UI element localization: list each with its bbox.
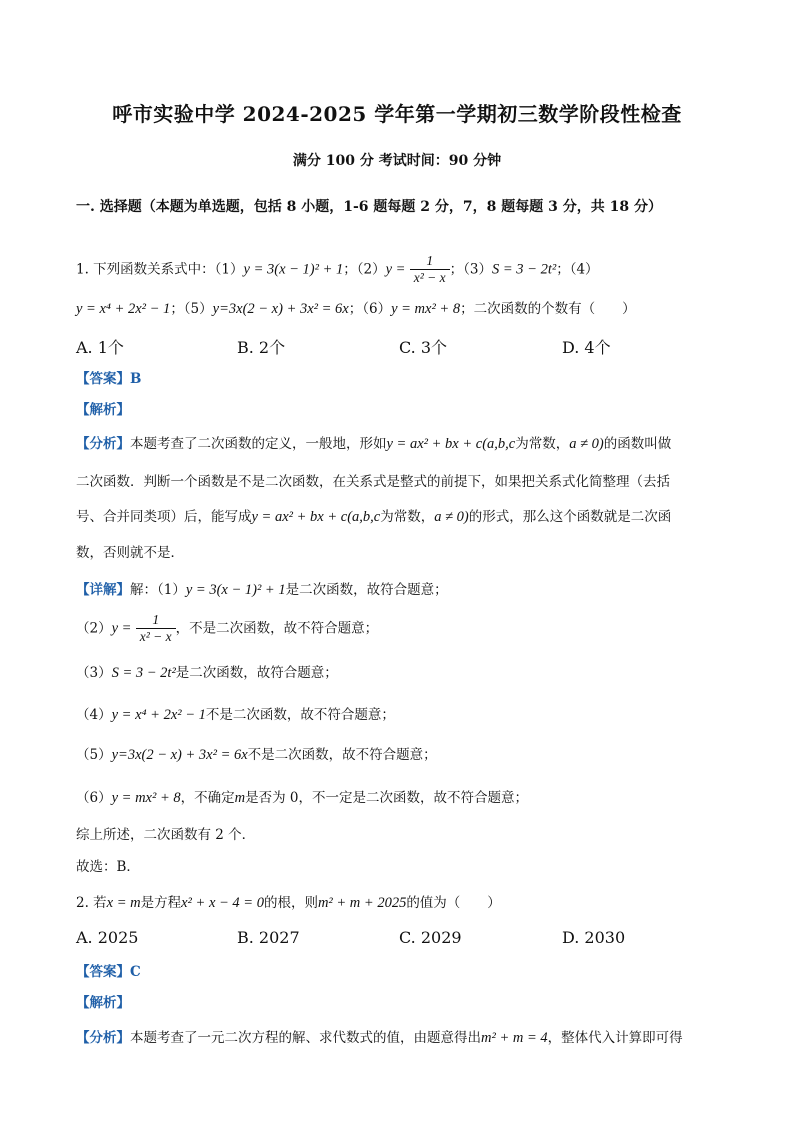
detail-text: 是否为 0，不一定是二次函数，故不符合题意； — [245, 790, 528, 806]
q1-expr-5: y=3x(2 − x) + 3x² = 6x — [212, 301, 349, 317]
detail-3 — [76, 661, 718, 682]
detail-text: 是二次函数，故符合题意； — [285, 582, 448, 598]
q2-text: 2. 若 — [76, 895, 107, 911]
detail-5 — [76, 743, 718, 764]
q2-text: 的值为（ ） — [406, 895, 501, 911]
q1-sep-4: ；（4） — [556, 261, 599, 278]
fx-math: y = ax² + bx + c(a,b,c — [386, 436, 516, 452]
detail-4 — [76, 703, 718, 724]
fx-text: 为常数， — [515, 436, 570, 452]
detail-frac-num: 1 — [152, 612, 160, 627]
q1-sep-6: ；（6） — [348, 301, 392, 317]
detail-math: y = — [111, 620, 132, 637]
fx-text: 号、合并同类项）后，能写成 — [76, 509, 252, 525]
q2-text: 是方程 — [140, 895, 182, 911]
analysis-line-1 — [76, 432, 718, 453]
detail-math: y = mx² + 8 — [111, 790, 181, 806]
q1-tail: ；二次函数的个数有（ ） — [460, 301, 636, 317]
fx-text: 本题考查了二次函数的定义，一般地，形如 — [130, 436, 387, 452]
q2-option-a: A. 2025 — [76, 928, 139, 947]
option-b: B. 2个 — [237, 338, 286, 357]
analysis-line-3 — [76, 505, 718, 526]
detail-fraction — [136, 613, 176, 645]
q2-math: x = m — [106, 895, 141, 911]
detail-math: m — [234, 790, 246, 806]
exam-info: 满分 100 分 考试时间：90 分钟 — [292, 153, 502, 169]
q2-analysis-line — [76, 1026, 718, 1047]
detail-math: y = 3(x − 1)² + 1 — [185, 582, 286, 598]
option-d: D. 4个 — [562, 338, 611, 357]
q1-expr-6: y = mx² + 8 — [391, 301, 461, 317]
q1-expr-3: S = 3 − 2t² — [492, 261, 557, 278]
q1-expr-1: y = 3(x − 1)² + 1 — [243, 261, 344, 278]
question-2-stem — [76, 891, 718, 912]
q1-fraction — [410, 254, 450, 286]
detail-math: S = 3 − 2t² — [111, 665, 176, 681]
question-1-stem — [76, 254, 718, 286]
q2-option-b: B. 2027 — [237, 928, 300, 947]
detail-label: 【详解】 — [76, 582, 130, 598]
detail-text: （5） — [76, 747, 112, 763]
fx-math: y = ax² + bx + c(a,b,c — [251, 509, 381, 525]
detail-text: ，不是二次函数，故不符合题意； — [175, 620, 379, 637]
detail-text: ，不确定 — [180, 790, 235, 806]
fx-label: 【分析】 — [76, 436, 130, 452]
q1-frac-den: x² − x — [410, 269, 450, 286]
detail-6 — [76, 786, 718, 807]
q2-fx-label: 【分析】 — [76, 1030, 130, 1046]
q1-sep-5: ；（5） — [170, 301, 213, 317]
question-1-stem-2 — [76, 297, 718, 318]
choice: 故选：B． — [76, 859, 140, 875]
detail-text: 不是二次函数，故不符合题意； — [247, 747, 437, 763]
summary: 综上所述，二次函数有 2 个． — [76, 827, 256, 843]
q2-math: x² + x − 4 = 0 — [181, 895, 264, 911]
q2-text: 的根，则 — [263, 895, 318, 911]
detail-frac-den: x² − x — [136, 628, 176, 645]
detail-math: y = x⁴ + 2x² − 1 — [111, 707, 206, 723]
q1-expr-4: y = x⁴ + 2x² − 1 — [76, 301, 171, 317]
detail-text: （3） — [76, 665, 112, 681]
detail-text: （2） — [76, 620, 112, 637]
option-c: C. 3个 — [399, 338, 448, 357]
detail-math: y=3x(2 − x) + 3x² = 6x — [111, 747, 248, 763]
page-title: 呼市实验中学 2024-2025 学年第一学期初三数学阶段性检查 — [112, 102, 682, 126]
fx-text: 的函数叫做 — [603, 436, 672, 452]
fx-text: 为常数， — [380, 509, 435, 525]
detail-text: （6） — [76, 790, 112, 806]
fx-math: a ≠ 0) — [434, 509, 469, 525]
q1-sep-3: ；（3） — [449, 261, 492, 278]
q1-sep-2: ；（2） — [343, 261, 386, 278]
q2-math: m² + m + 2025 — [317, 895, 407, 911]
analysis-label: 【解析】 — [76, 402, 130, 418]
q2-option-d: D. 2030 — [562, 928, 626, 947]
q2-fx-math: m² + m = 4 — [481, 1030, 548, 1046]
detail-text: 不是二次函数，故不符合题意； — [205, 707, 395, 723]
detail-1 — [76, 578, 718, 599]
q2-fx-text: ，整体代入计算即可得 — [547, 1030, 683, 1046]
q1-frac-lhs: y = — [385, 261, 406, 278]
q2-answer-label: 【答案】C — [76, 964, 141, 980]
q2-fx-text: 本题考查了一元二次方程的解、求代数式的值，由题意得出 — [130, 1030, 481, 1046]
analysis-line-4: 数，否则就不是． — [76, 545, 184, 561]
detail-text: 解：（1） — [130, 582, 186, 598]
detail-2 — [76, 613, 718, 645]
detail-text: （4） — [76, 707, 112, 723]
answer-label: 【答案】B — [76, 371, 142, 387]
analysis-line-2: 二次函数．判断一个函数是不是二次函数，在关系式是整式的前提下，如果把关系式化简整理（去括 — [76, 474, 670, 490]
q1-prefix: 1. 下列函数关系式中：（1） — [76, 261, 244, 278]
section-heading: 一. 选择题（本题为单选题，包括 8 小题，1-6 题每题 2 分，7，8 题每题 3 分，共 18 分） — [76, 199, 662, 215]
q2-option-c: C. 2029 — [399, 928, 462, 947]
q1-frac-num: 1 — [426, 253, 434, 268]
fx-text: 的形式，那么这个函数就是二次函 — [468, 509, 672, 525]
option-a: A. 1个 — [76, 338, 124, 357]
q2-analysis-label: 【解析】 — [76, 995, 130, 1011]
fx-math: a ≠ 0) — [569, 436, 604, 452]
detail-text: 是二次函数，故符合题意； — [175, 665, 338, 681]
